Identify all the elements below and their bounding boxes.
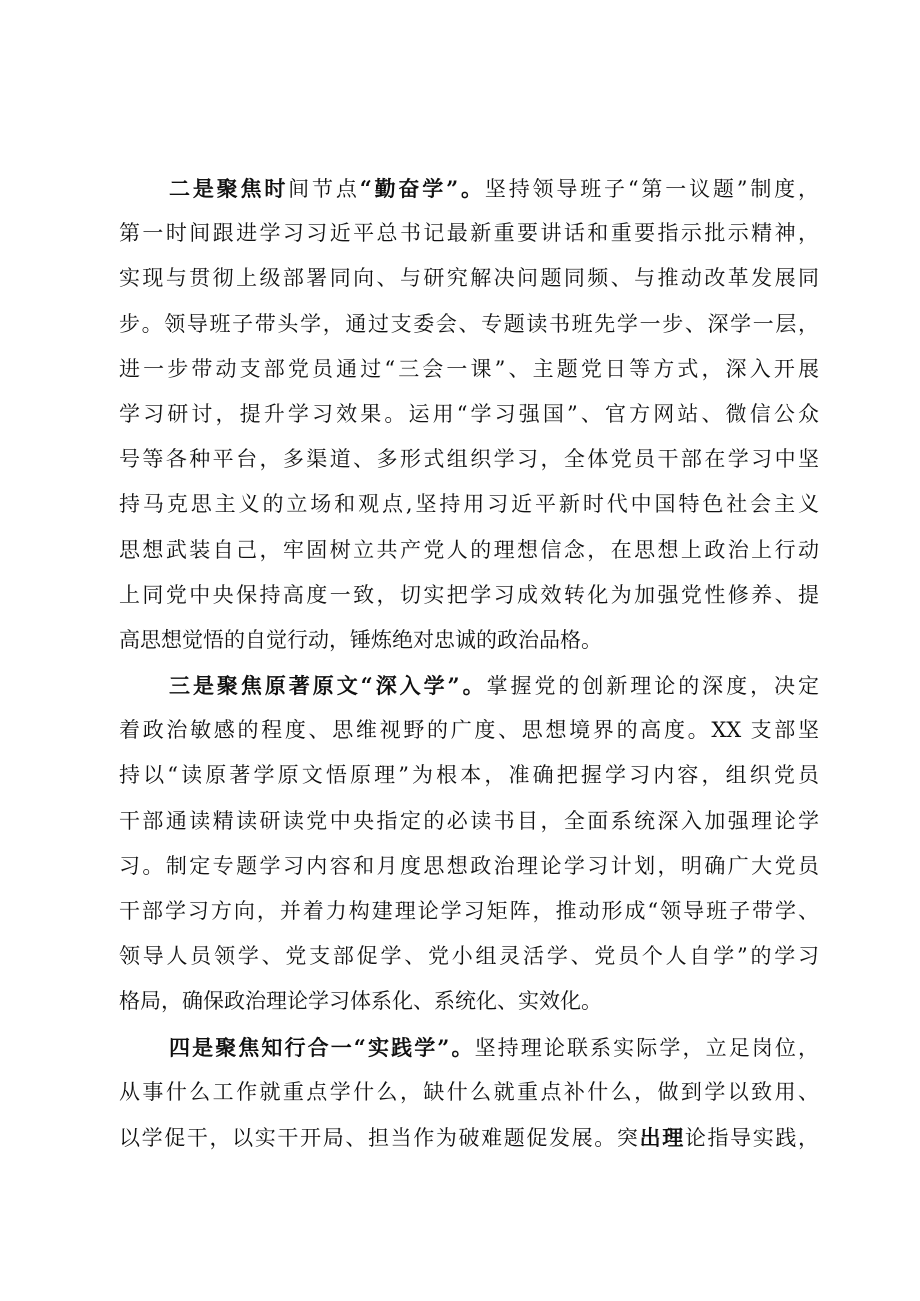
paragraph-3-line-1-text: 坚持理论联系实际学，立足岗位， (474, 1035, 819, 1060)
paragraph-1-heading-tail: “勤奋学”。 (359, 176, 485, 201)
paragraph-2-line-4: 干部通读精读研读党中央指定的必读书目，全面系统深入加强理论学 (119, 808, 819, 833)
paragraph-1-line-8: 持马克思主义的立场和观点,坚持用习近平新时代中国特色社会主义 (119, 492, 819, 517)
paragraph-3-line-2: 从事什么工作就重点学什么，缺什么就重点补什么，做到学以致用、 (119, 1079, 819, 1104)
paragraph-3-heading: 四是聚焦知行合一“实践学”。 (169, 1034, 475, 1060)
paragraph-2-line-8: 格局，确保政治理论学习体系化、系统化、实效化。 (119, 989, 602, 1014)
paragraph-3-line-3-emphasis: 出理 (639, 1124, 685, 1150)
paragraph-2-line-7: 领导人员领学、党支部促学、党小组灵活学、党员个人自学”的学习 (119, 944, 819, 969)
paragraph-3-line-3-tail: 论指导实践， (684, 1125, 819, 1150)
paragraph-2-line-3: 持以“读原著学原文悟原理”为根本，准确把握学习内容，组织党员 (119, 763, 819, 788)
paragraph-1-line-9: 思想武装自己，牢固树立共产党人的理想信念，在思想上政治上行动 (119, 537, 819, 562)
paragraph-2-line-6: 干部学习方向，并着力构建理论学习矩阵，推动形成“领导班子带学、 (119, 899, 819, 923)
paragraph-2-line-1-text: 掌握党的创新理论的深度，决定 (486, 674, 819, 699)
paragraph-3-line-3-text: 以学促干，以实干开局、担当作为破难题促发展。突 (119, 1125, 640, 1150)
paragraph-1-line-1 (119, 166, 819, 211)
paragraph-2-line-5: 习。制定专题学习内容和月度思想政治理论学习计划，明确广大党员 (119, 853, 819, 878)
paragraph-1-heading-lead: 二是聚焦时 (169, 176, 289, 201)
paragraph-1-line-1-text: 坚持领导班子“第一议题”制度， (484, 177, 819, 201)
paragraph-1-line-4: 步。领导班子带头学，通过支委会、专题读书班先学一步、深学一层， (119, 311, 819, 336)
document-body (119, 166, 819, 1160)
paragraph-1-heading-middle: 间节点 (288, 177, 360, 201)
paragraph-1-line-5: 进一步带动支部党员通过“三会一课”、主题党日等方式，深入开展 (119, 356, 819, 381)
paragraph-3-line-3 (119, 1115, 819, 1160)
paragraph-2-line-2: 着政治敏感的程度、思维视野的广度、思想境界的高度。XX 支部坚 (119, 718, 819, 743)
paragraph-2-line-1 (119, 663, 819, 708)
paragraph-1-line-2: 第一时间跟进学习习近平总书记最新重要讲话和重要指示批示精神， (119, 221, 819, 246)
paragraph-1-line-7: 号等各种平台，多渠道、多形式组织学习，全体党员干部在学习中坚 (119, 447, 819, 472)
paragraph-2-heading: 三是聚焦原著原文“深入学”。 (169, 673, 487, 699)
paragraph-1-line-10: 上同党中央保持高度一致，切实把学习成效转化为加强党性修养、提 (119, 582, 819, 607)
paragraph-1-line-6: 学习研讨，提升学习效果。运用“学习强国”、官方网站、微信公众 (119, 401, 819, 426)
paragraph-1-line-11: 高思想觉悟的自觉行动，锤炼绝对忠诚的政治品格。 (119, 627, 602, 652)
paragraph-1-line-3: 实现与贯彻上级部署同向、与研究解决问题同频、与推动改革发展同 (119, 266, 819, 291)
paragraph-3-line-1 (119, 1025, 819, 1070)
